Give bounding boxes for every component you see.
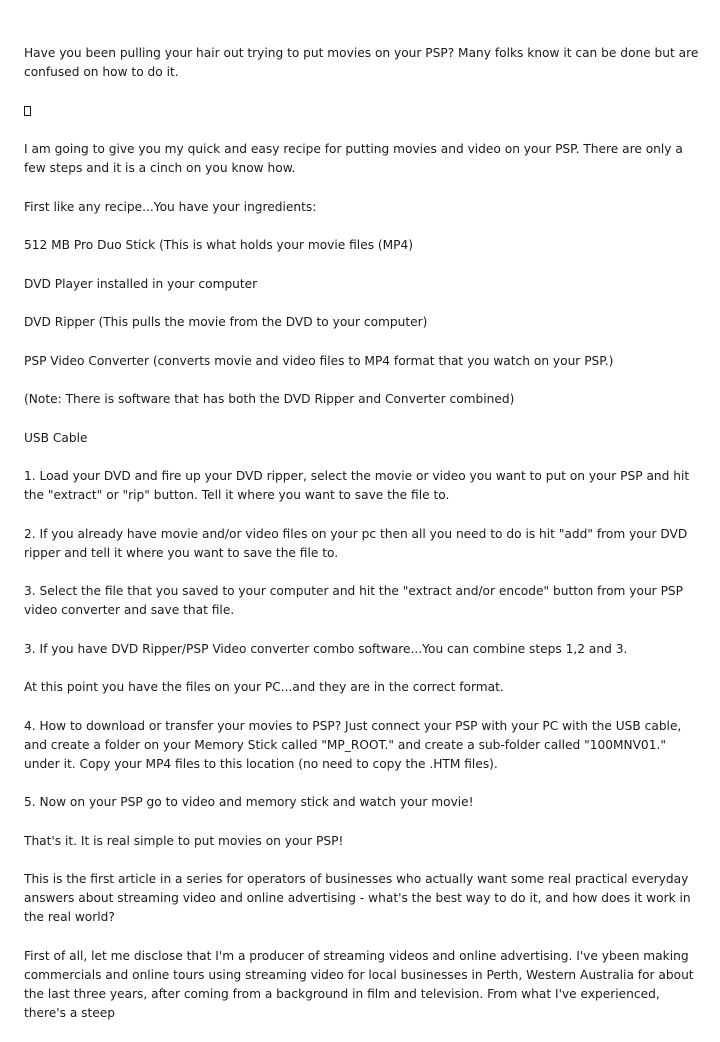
paragraph-ingredient-dvd-player: DVD Player installed in your computer xyxy=(24,276,258,291)
paragraph-step-1: 1. Load your DVD and fire up your DVD ripper, select the movie or video you want to put on your PSP and hit the "extract" or "rip" button. Tell it where you want to save the file to. xyxy=(24,469,690,502)
paragraph-ingredient-converter: PSP Video Converter (converts movie and video files to MP4 format that you watch on your PSP.) xyxy=(24,353,614,368)
paragraph-disclosure: First of all, let me disclose that I'm a producer of streaming videos and online advertising. I've ybeen making commercials and online tours using streaming video for local businesses in Perth, Western Australia for about the last three years, after coming from a background in film and television. From what I've experienced, there's a steep xyxy=(24,948,694,1020)
paragraph-series-intro: This is the first article in a series for operators of businesses who actually want some real practical everyday answers about streaming video and online advertising - what's the best way to do it, and how does it work in the real world? xyxy=(24,872,691,924)
paragraph-checkpoint: At this point you have the files on your PC...and they are in the correct format. xyxy=(24,680,504,694)
paragraph-ingredients-heading: First like any recipe...You have your ingredients: xyxy=(24,199,317,214)
paragraph-step-4: 4. How to download or transfer your movies to PSP? Just connect your PSP with your PC with the USB cable, and create a folder on your Memory Stick called "MP_ROOT." and create a sub-folder called "100MNV01." under it. Copy your MP4 files to this location (no need to copy the .HTM files). xyxy=(24,718,682,771)
paragraph-step-3: 3. Select the file that you saved to your computer and hit the "extract and/or encode" button from your PSP video converter and save that file. xyxy=(24,584,683,617)
paragraph-conclusion: That's it. It is real simple to put movies on your PSP! xyxy=(24,833,344,848)
article-body xyxy=(24,44,700,1042)
paragraph-step-2: 2. If you already have movie and/or video files on your pc then all you need to do is hit "add" from your DVD ripper and tell it where you want to save the file to. xyxy=(24,526,688,560)
paragraph-note: (Note: There is software that has both the DVD Ripper and Converter combined) xyxy=(24,392,515,406)
paragraph-ingredient-ripper: DVD Ripper (This pulls the movie from the DVD to your computer) xyxy=(24,315,428,329)
missing-glyph-icon xyxy=(24,106,31,116)
paragraph-recipe-intro: I am going to give you my quick and easy recipe for putting movies and video on your PSP. There are only a few steps and it is a cinch on you know how. xyxy=(24,142,683,175)
missing-glyph-paragraph xyxy=(24,102,700,121)
paragraph-step-3-combo: 3. If you have DVD Ripper/PSP Video converter combo software...You can combine steps 1,2 and 3. xyxy=(24,641,628,656)
paragraph-step-5: 5. Now on your PSP go to video and memory stick and watch your movie! xyxy=(24,795,474,809)
paragraph-intro: Have you been pulling your hair out trying to put movies on your PSP? Many folks know it can be done but are confused on how to do it. xyxy=(24,46,699,79)
paragraph-ingredient-usb: USB Cable xyxy=(24,430,88,445)
paragraph-ingredient-stick: 512 MB Pro Duo Stick (This is what holds your movie files (MP4) xyxy=(24,238,414,252)
